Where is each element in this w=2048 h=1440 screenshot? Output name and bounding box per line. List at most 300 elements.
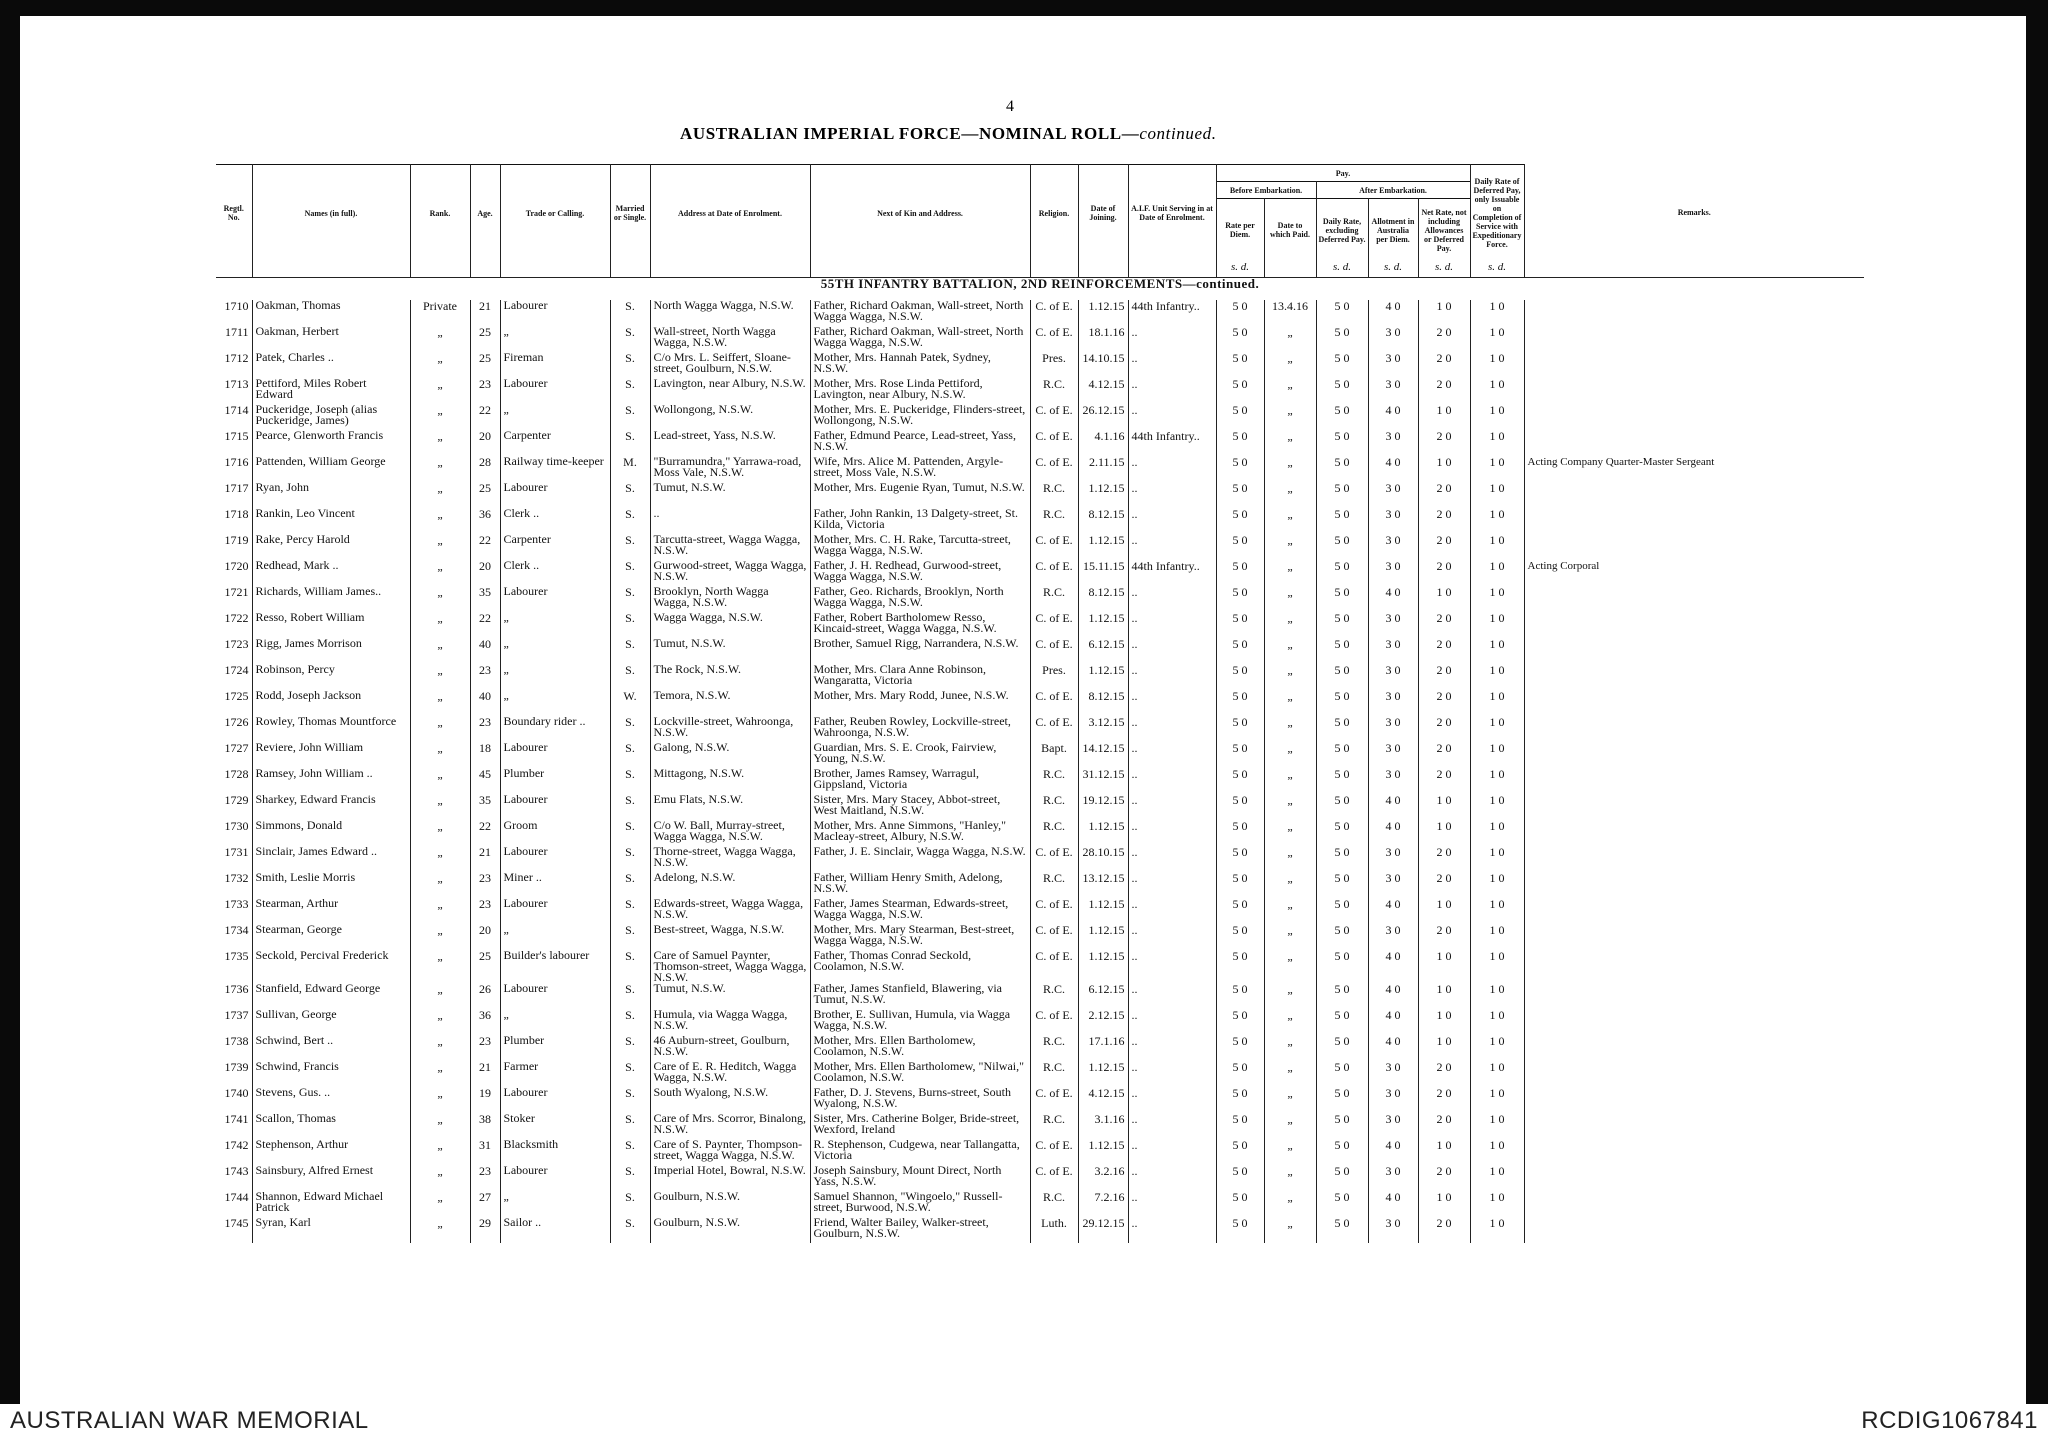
married-or-single-cell: S.: [610, 404, 650, 430]
soldier-name-cell: Redhead, Mark ..: [252, 560, 410, 586]
next-of-kin-cell: Father, D. J. Stevens, Burns-street, South Wyalong, N.S.W.: [810, 1087, 1030, 1113]
remarks-cell: [1524, 404, 1864, 430]
daily-rate-cell: 5 0: [1316, 638, 1368, 664]
col-header: Net Rate, not including Allowances or Deferred Pay.: [1418, 199, 1470, 262]
net-rate-cell: 2 0: [1418, 742, 1470, 768]
married-or-single-cell: S.: [610, 1009, 650, 1035]
next-of-kin-cell: Brother, James Ramsey, Warragul, Gippsland, Victoria: [810, 768, 1030, 794]
trade-or-calling-cell: Groom: [500, 820, 610, 846]
regimental-number-cell: 1738: [216, 1035, 252, 1061]
daily-rate-cell: 5 0: [1316, 1035, 1368, 1061]
regimental-number-cell: 1713: [216, 378, 252, 404]
married-or-single-cell: S.: [610, 983, 650, 1009]
soldier-name-cell: Seckold, Percival Frederick: [252, 950, 410, 983]
date-of-joining-cell: 3.12.15: [1078, 716, 1128, 742]
soldier-name-cell: Ramsey, John William ..: [252, 768, 410, 794]
allotment-cell: 4 0: [1368, 456, 1418, 482]
next-of-kin-cell: Wife, Mrs. Alice M. Pattenden, Argyle-street, Moss Vale, N.S.W.: [810, 456, 1030, 482]
regimental-number-cell: 1725: [216, 690, 252, 716]
date-to-which-paid-cell: „: [1264, 560, 1316, 586]
trade-or-calling-cell: Labourer: [500, 898, 610, 924]
net-rate-cell: 1 0: [1418, 820, 1470, 846]
aif-unit-cell: ..: [1128, 1217, 1216, 1243]
religion-cell: C. of E.: [1030, 560, 1078, 586]
date-to-which-paid-cell: „: [1264, 378, 1316, 404]
enrolment-address-cell: Imperial Hotel, Bowral, N.S.W.: [650, 1165, 810, 1191]
rate-per-diem-cell: 5 0: [1216, 482, 1264, 508]
regimental-number-cell: 1729: [216, 794, 252, 820]
unit-label: s. d.: [1418, 261, 1470, 278]
date-of-joining-cell: 29.12.15: [1078, 1217, 1128, 1243]
table-row: [216, 872, 1864, 898]
rank-cell: „: [410, 1087, 470, 1113]
remarks-cell: [1524, 950, 1864, 983]
page-title: AUSTRALIAN IMPERIAL FORCE—NOMINAL ROLL—continued.: [680, 124, 1217, 143]
enrolment-address-cell: Humula, via Wagga Wagga, N.S.W.: [650, 1009, 810, 1035]
age-cell: 36: [470, 1009, 500, 1035]
next-of-kin-cell: Mother, Mrs. E. Puckeridge, Flinders-street, Wollongong, N.S.W.: [810, 404, 1030, 430]
date-to-which-paid-cell: „: [1264, 1009, 1316, 1035]
allotment-cell: 3 0: [1368, 482, 1418, 508]
net-rate-cell: 2 0: [1418, 1061, 1470, 1087]
allotment-cell: 3 0: [1368, 924, 1418, 950]
deferred-pay-cell: 1 0: [1470, 326, 1524, 352]
allotment-cell: 3 0: [1368, 326, 1418, 352]
deferred-pay-cell: 1 0: [1470, 638, 1524, 664]
deferred-pay-cell: 1 0: [1470, 482, 1524, 508]
unit-label: s. d.: [1368, 261, 1418, 278]
col-header: Names (in full).: [252, 165, 410, 262]
trade-or-calling-cell: Labourer: [500, 1165, 610, 1191]
aif-unit-cell: ..: [1128, 1061, 1216, 1087]
col-header: Married or Single.: [610, 165, 650, 262]
date-of-joining-cell: 8.12.15: [1078, 508, 1128, 534]
religion-cell: C. of E.: [1030, 612, 1078, 638]
trade-or-calling-cell: Stoker: [500, 1113, 610, 1139]
age-cell: 23: [470, 664, 500, 690]
married-or-single-cell: S.: [610, 1165, 650, 1191]
married-or-single-cell: S.: [610, 482, 650, 508]
rate-per-diem-cell: 5 0: [1216, 1113, 1264, 1139]
date-to-which-paid-cell: „: [1264, 742, 1316, 768]
table-row: [216, 1035, 1864, 1061]
next-of-kin-cell: Mother, Mrs. Anne Simmons, "Hanley," Macleay-street, Albury, N.S.W.: [810, 820, 1030, 846]
daily-rate-cell: 5 0: [1316, 560, 1368, 586]
daily-rate-cell: 5 0: [1316, 612, 1368, 638]
soldier-name-cell: Oakman, Herbert: [252, 326, 410, 352]
trade-or-calling-cell: Blacksmith: [500, 1139, 610, 1165]
allotment-cell: 3 0: [1368, 742, 1418, 768]
next-of-kin-cell: Father, James Stearman, Edwards-street, Wagga Wagga, N.S.W.: [810, 898, 1030, 924]
table-row: [216, 950, 1864, 983]
remarks-cell: [1524, 508, 1864, 534]
soldier-name-cell: Scallon, Thomas: [252, 1113, 410, 1139]
date-of-joining-cell: 31.12.15: [1078, 768, 1128, 794]
religion-cell: C. of E.: [1030, 638, 1078, 664]
table-row: [216, 983, 1864, 1009]
net-rate-cell: 2 0: [1418, 430, 1470, 456]
date-of-joining-cell: 14.10.15: [1078, 352, 1128, 378]
age-cell: 25: [470, 950, 500, 983]
trade-or-calling-cell: Clerk ..: [500, 508, 610, 534]
daily-rate-cell: 5 0: [1316, 378, 1368, 404]
archive-id: RCDIG1067841: [1861, 1407, 2038, 1434]
remarks-cell: [1524, 534, 1864, 560]
rank-cell: „: [410, 716, 470, 742]
religion-cell: C. of E.: [1030, 846, 1078, 872]
rate-per-diem-cell: 5 0: [1216, 924, 1264, 950]
table-row: [216, 664, 1864, 690]
soldier-name-cell: Sharkey, Edward Francis: [252, 794, 410, 820]
age-cell: 25: [470, 326, 500, 352]
remarks-cell: [1524, 378, 1864, 404]
enrolment-address-cell: Tumut, N.S.W.: [650, 638, 810, 664]
date-to-which-paid-cell: „: [1264, 508, 1316, 534]
remarks-cell: [1524, 326, 1864, 352]
age-cell: 22: [470, 820, 500, 846]
next-of-kin-cell: Sister, Mrs. Catherine Bolger, Bride-street, Wexford, Ireland: [810, 1113, 1030, 1139]
trade-or-calling-cell: „: [500, 924, 610, 950]
aif-unit-cell: 44th Infantry..: [1128, 430, 1216, 456]
date-to-which-paid-cell: „: [1264, 534, 1316, 560]
daily-rate-cell: 5 0: [1316, 872, 1368, 898]
remarks-cell: [1524, 482, 1864, 508]
date-of-joining-cell: 1.12.15: [1078, 950, 1128, 983]
soldier-name-cell: Stearman, George: [252, 924, 410, 950]
deferred-pay-cell: 1 0: [1470, 1061, 1524, 1087]
religion-cell: Pres.: [1030, 352, 1078, 378]
date-to-which-paid-cell: „: [1264, 898, 1316, 924]
remarks-cell: [1524, 612, 1864, 638]
married-or-single-cell: S.: [610, 794, 650, 820]
soldier-name-cell: Schwind, Francis: [252, 1061, 410, 1087]
allotment-cell: 3 0: [1368, 352, 1418, 378]
next-of-kin-cell: Mother, Mrs. C. H. Rake, Tarcutta-street, Wagga Wagga, N.S.W.: [810, 534, 1030, 560]
deferred-pay-cell: 1 0: [1470, 1087, 1524, 1113]
age-cell: 28: [470, 456, 500, 482]
soldier-name-cell: Shannon, Edward Michael Patrick: [252, 1191, 410, 1217]
religion-cell: C. of E.: [1030, 898, 1078, 924]
remarks-cell: [1524, 716, 1864, 742]
trade-or-calling-cell: Boundary rider ..: [500, 716, 610, 742]
remarks-cell: [1524, 1035, 1864, 1061]
rate-per-diem-cell: 5 0: [1216, 820, 1264, 846]
married-or-single-cell: S.: [610, 430, 650, 456]
religion-cell: R.C.: [1030, 1035, 1078, 1061]
net-rate-cell: 2 0: [1418, 1087, 1470, 1113]
rank-cell: „: [410, 612, 470, 638]
religion-cell: C. of E.: [1030, 1139, 1078, 1165]
net-rate-cell: 1 0: [1418, 1139, 1470, 1165]
remarks-cell: [1524, 1113, 1864, 1139]
allotment-cell: 3 0: [1368, 664, 1418, 690]
deferred-pay-cell: 1 0: [1470, 586, 1524, 612]
net-rate-cell: 1 0: [1418, 586, 1470, 612]
next-of-kin-cell: Father, J. E. Sinclair, Wagga Wagga, N.S.W.: [810, 846, 1030, 872]
aif-unit-cell: ..: [1128, 983, 1216, 1009]
col-header: Rate per Diem.: [1216, 199, 1264, 262]
table-row: [216, 560, 1864, 586]
next-of-kin-cell: Guardian, Mrs. S. E. Crook, Fairview, Young, N.S.W.: [810, 742, 1030, 768]
deferred-pay-cell: 1 0: [1470, 1113, 1524, 1139]
rate-per-diem-cell: 5 0: [1216, 300, 1264, 326]
remarks-cell: [1524, 300, 1864, 326]
net-rate-cell: 1 0: [1418, 898, 1470, 924]
enrolment-address-cell: C/o W. Ball, Murray-street, Wagga Wagga, N.S.W.: [650, 820, 810, 846]
next-of-kin-cell: Mother, Mrs. Rose Linda Pettiford, Lavington, near Albury, N.S.W.: [810, 378, 1030, 404]
religion-cell: C. of E.: [1030, 690, 1078, 716]
date-of-joining-cell: 3.2.16: [1078, 1165, 1128, 1191]
table-row: [216, 1113, 1864, 1139]
aif-unit-cell: ..: [1128, 586, 1216, 612]
married-or-single-cell: S.: [610, 898, 650, 924]
religion-cell: Bapt.: [1030, 742, 1078, 768]
archive-footer: [0, 1404, 2048, 1440]
date-to-which-paid-cell: „: [1264, 638, 1316, 664]
aif-unit-cell: ..: [1128, 1191, 1216, 1217]
date-of-joining-cell: 15.11.15: [1078, 560, 1128, 586]
daily-rate-cell: 5 0: [1316, 742, 1368, 768]
regimental-number-cell: 1735: [216, 950, 252, 983]
soldier-name-cell: Simmons, Donald: [252, 820, 410, 846]
age-cell: 23: [470, 1035, 500, 1061]
enrolment-address-cell: 46 Auburn-street, Goulburn, N.S.W.: [650, 1035, 810, 1061]
net-rate-cell: 2 0: [1418, 1113, 1470, 1139]
married-or-single-cell: S.: [610, 300, 650, 326]
married-or-single-cell: S.: [610, 820, 650, 846]
date-of-joining-cell: 19.12.15: [1078, 794, 1128, 820]
remarks-cell: [1524, 794, 1864, 820]
allotment-cell: 3 0: [1368, 612, 1418, 638]
date-of-joining-cell: 1.12.15: [1078, 1061, 1128, 1087]
archive-name: AUSTRALIAN WAR MEMORIAL: [10, 1407, 369, 1434]
married-or-single-cell: S.: [610, 1035, 650, 1061]
remarks-cell: [1524, 1139, 1864, 1165]
age-cell: 23: [470, 898, 500, 924]
rank-cell: „: [410, 586, 470, 612]
religion-cell: R.C.: [1030, 482, 1078, 508]
aif-unit-cell: ..: [1128, 820, 1216, 846]
date-of-joining-cell: 4.12.15: [1078, 378, 1128, 404]
soldier-name-cell: Pattenden, William George: [252, 456, 410, 482]
deferred-pay-cell: 1 0: [1470, 1035, 1524, 1061]
date-to-which-paid-cell: „: [1264, 983, 1316, 1009]
deferred-pay-cell: 1 0: [1470, 534, 1524, 560]
regimental-number-cell: 1737: [216, 1009, 252, 1035]
date-to-which-paid-cell: „: [1264, 1087, 1316, 1113]
religion-cell: R.C.: [1030, 1191, 1078, 1217]
daily-rate-cell: 5 0: [1316, 898, 1368, 924]
date-to-which-paid-cell: „: [1264, 768, 1316, 794]
religion-cell: C. of E.: [1030, 430, 1078, 456]
daily-rate-cell: 5 0: [1316, 716, 1368, 742]
regimental-number-cell: 1710: [216, 300, 252, 326]
date-of-joining-cell: 17.1.16: [1078, 1035, 1128, 1061]
date-of-joining-cell: 8.12.15: [1078, 690, 1128, 716]
trade-or-calling-cell: „: [500, 612, 610, 638]
religion-cell: C. of E.: [1030, 1087, 1078, 1113]
enrolment-address-cell: The Rock, N.S.W.: [650, 664, 810, 690]
rate-per-diem-cell: 5 0: [1216, 872, 1264, 898]
trade-or-calling-cell: Labourer: [500, 586, 610, 612]
aif-unit-cell: ..: [1128, 534, 1216, 560]
soldier-name-cell: Sainsbury, Alfred Ernest: [252, 1165, 410, 1191]
regimental-number-cell: 1740: [216, 1087, 252, 1113]
aif-unit-cell: ..: [1128, 742, 1216, 768]
date-to-which-paid-cell: „: [1264, 1217, 1316, 1243]
next-of-kin-cell: Mother, Mrs. Clara Anne Robinson, Wangaratta, Victoria: [810, 664, 1030, 690]
unit-label: s. d.: [1316, 261, 1368, 278]
col-header: Regtl. No.: [216, 165, 252, 262]
deferred-pay-cell: 1 0: [1470, 872, 1524, 898]
aif-unit-cell: ..: [1128, 950, 1216, 983]
rate-per-diem-cell: 5 0: [1216, 742, 1264, 768]
date-to-which-paid-cell: „: [1264, 1061, 1316, 1087]
enrolment-address-cell: Thorne-street, Wagga Wagga, N.S.W.: [650, 846, 810, 872]
married-or-single-cell: S.: [610, 612, 650, 638]
trade-or-calling-cell: „: [500, 638, 610, 664]
rate-per-diem-cell: 5 0: [1216, 1061, 1264, 1087]
date-to-which-paid-cell: 13.4.16: [1264, 300, 1316, 326]
allotment-cell: 3 0: [1368, 534, 1418, 560]
table-row: [216, 1165, 1864, 1191]
daily-rate-cell: 5 0: [1316, 456, 1368, 482]
date-to-which-paid-cell: „: [1264, 1165, 1316, 1191]
enrolment-address-cell: "Burramundra," Yarrawa-road, Moss Vale, N.S.W.: [650, 456, 810, 482]
table-row: [216, 586, 1864, 612]
rank-cell: „: [410, 1113, 470, 1139]
age-cell: 31: [470, 1139, 500, 1165]
soldier-name-cell: Resso, Robert William: [252, 612, 410, 638]
deferred-pay-cell: 1 0: [1470, 456, 1524, 482]
net-rate-cell: 2 0: [1418, 1217, 1470, 1243]
rate-per-diem-cell: 5 0: [1216, 716, 1264, 742]
next-of-kin-cell: Brother, Samuel Rigg, Narrandera, N.S.W.: [810, 638, 1030, 664]
religion-cell: R.C.: [1030, 1061, 1078, 1087]
aif-unit-cell: ..: [1128, 794, 1216, 820]
married-or-single-cell: S.: [610, 716, 650, 742]
enrolment-address-cell: Lavington, near Albury, N.S.W.: [650, 378, 810, 404]
remarks-cell: [1524, 1165, 1864, 1191]
regimental-number-cell: 1734: [216, 924, 252, 950]
age-cell: 23: [470, 1165, 500, 1191]
regimental-number-cell: 1715: [216, 430, 252, 456]
allotment-cell: 4 0: [1368, 898, 1418, 924]
age-cell: 23: [470, 716, 500, 742]
age-cell: 22: [470, 404, 500, 430]
nominal-roll-table: [216, 164, 1864, 1243]
net-rate-cell: 1 0: [1418, 983, 1470, 1009]
aif-unit-cell: ..: [1128, 1087, 1216, 1113]
aif-unit-cell: ..: [1128, 716, 1216, 742]
married-or-single-cell: S.: [610, 1061, 650, 1087]
aif-unit-cell: 44th Infantry..: [1128, 300, 1216, 326]
soldier-name-cell: Patek, Charles ..: [252, 352, 410, 378]
trade-or-calling-cell: „: [500, 690, 610, 716]
soldier-name-cell: Oakman, Thomas: [252, 300, 410, 326]
remarks-cell: [1524, 664, 1864, 690]
daily-rate-cell: 5 0: [1316, 1087, 1368, 1113]
table-row: [216, 534, 1864, 560]
date-to-which-paid-cell: „: [1264, 820, 1316, 846]
religion-cell: R.C.: [1030, 794, 1078, 820]
regimental-number-cell: 1731: [216, 846, 252, 872]
daily-rate-cell: 5 0: [1316, 924, 1368, 950]
deferred-pay-cell: 1 0: [1470, 846, 1524, 872]
aif-unit-cell: 44th Infantry..: [1128, 560, 1216, 586]
next-of-kin-cell: Father, Robert Bartholomew Resso, Kincaid-street, Wagga Wagga, N.S.W.: [810, 612, 1030, 638]
enrolment-address-cell: Tumut, N.S.W.: [650, 482, 810, 508]
regimental-number-cell: 1739: [216, 1061, 252, 1087]
rate-per-diem-cell: 5 0: [1216, 768, 1264, 794]
deferred-pay-cell: 1 0: [1470, 794, 1524, 820]
regimental-number-cell: 1741: [216, 1113, 252, 1139]
trade-or-calling-cell: Plumber: [500, 768, 610, 794]
next-of-kin-cell: Mother, Mrs. Mary Stearman, Best-street, Wagga Wagga, N.S.W.: [810, 924, 1030, 950]
daily-rate-cell: 5 0: [1316, 1191, 1368, 1217]
age-cell: 35: [470, 586, 500, 612]
net-rate-cell: 2 0: [1418, 664, 1470, 690]
rate-per-diem-cell: 5 0: [1216, 1139, 1264, 1165]
regimental-number-cell: 1724: [216, 664, 252, 690]
enrolment-address-cell: Lockville-street, Wahroonga, N.S.W.: [650, 716, 810, 742]
deferred-pay-cell: 1 0: [1470, 612, 1524, 638]
religion-cell: R.C.: [1030, 820, 1078, 846]
date-of-joining-cell: 2.11.15: [1078, 456, 1128, 482]
date-of-joining-cell: 26.12.15: [1078, 404, 1128, 430]
date-of-joining-cell: 1.12.15: [1078, 300, 1128, 326]
deferred-pay-cell: 1 0: [1470, 1139, 1524, 1165]
allotment-cell: 3 0: [1368, 560, 1418, 586]
married-or-single-cell: S.: [610, 872, 650, 898]
col-header: Date of Joining.: [1078, 165, 1128, 262]
table-row: [216, 846, 1864, 872]
date-of-joining-cell: 1.12.15: [1078, 898, 1128, 924]
daily-rate-cell: 5 0: [1316, 430, 1368, 456]
rank-cell: „: [410, 352, 470, 378]
col-header: Daily Rate, excluding Deferred Pay.: [1316, 199, 1368, 262]
date-to-which-paid-cell: „: [1264, 1035, 1316, 1061]
soldier-name-cell: Rake, Percy Harold: [252, 534, 410, 560]
date-to-which-paid-cell: „: [1264, 1191, 1316, 1217]
daily-rate-cell: 5 0: [1316, 352, 1368, 378]
date-of-joining-cell: 1.12.15: [1078, 664, 1128, 690]
trade-or-calling-cell: Sailor ..: [500, 1217, 610, 1243]
col-header: Trade or Calling.: [500, 165, 610, 262]
religion-cell: R.C.: [1030, 508, 1078, 534]
deferred-pay-cell: 1 0: [1470, 1191, 1524, 1217]
rank-cell: „: [410, 690, 470, 716]
next-of-kin-cell: Father, John Rankin, 13 Dalgety-street, St. Kilda, Victoria: [810, 508, 1030, 534]
date-of-joining-cell: 6.12.15: [1078, 638, 1128, 664]
age-cell: 20: [470, 430, 500, 456]
col-header: Allotment in Australia per Diem.: [1368, 199, 1418, 262]
age-cell: 21: [470, 1061, 500, 1087]
aif-unit-cell: ..: [1128, 456, 1216, 482]
regimental-number-cell: 1723: [216, 638, 252, 664]
next-of-kin-cell: Father, William Henry Smith, Adelong, N.S.W.: [810, 872, 1030, 898]
regimental-number-cell: 1736: [216, 983, 252, 1009]
regimental-number-cell: 1720: [216, 560, 252, 586]
next-of-kin-cell: Father, Richard Oakman, Wall-street, North Wagga Wagga, N.S.W.: [810, 300, 1030, 326]
age-cell: 21: [470, 300, 500, 326]
table-row: [216, 638, 1864, 664]
deferred-pay-cell: 1 0: [1470, 378, 1524, 404]
rank-cell: „: [410, 456, 470, 482]
remarks-cell: [1524, 352, 1864, 378]
remarks-cell: [1524, 768, 1864, 794]
daily-rate-cell: 5 0: [1316, 950, 1368, 983]
